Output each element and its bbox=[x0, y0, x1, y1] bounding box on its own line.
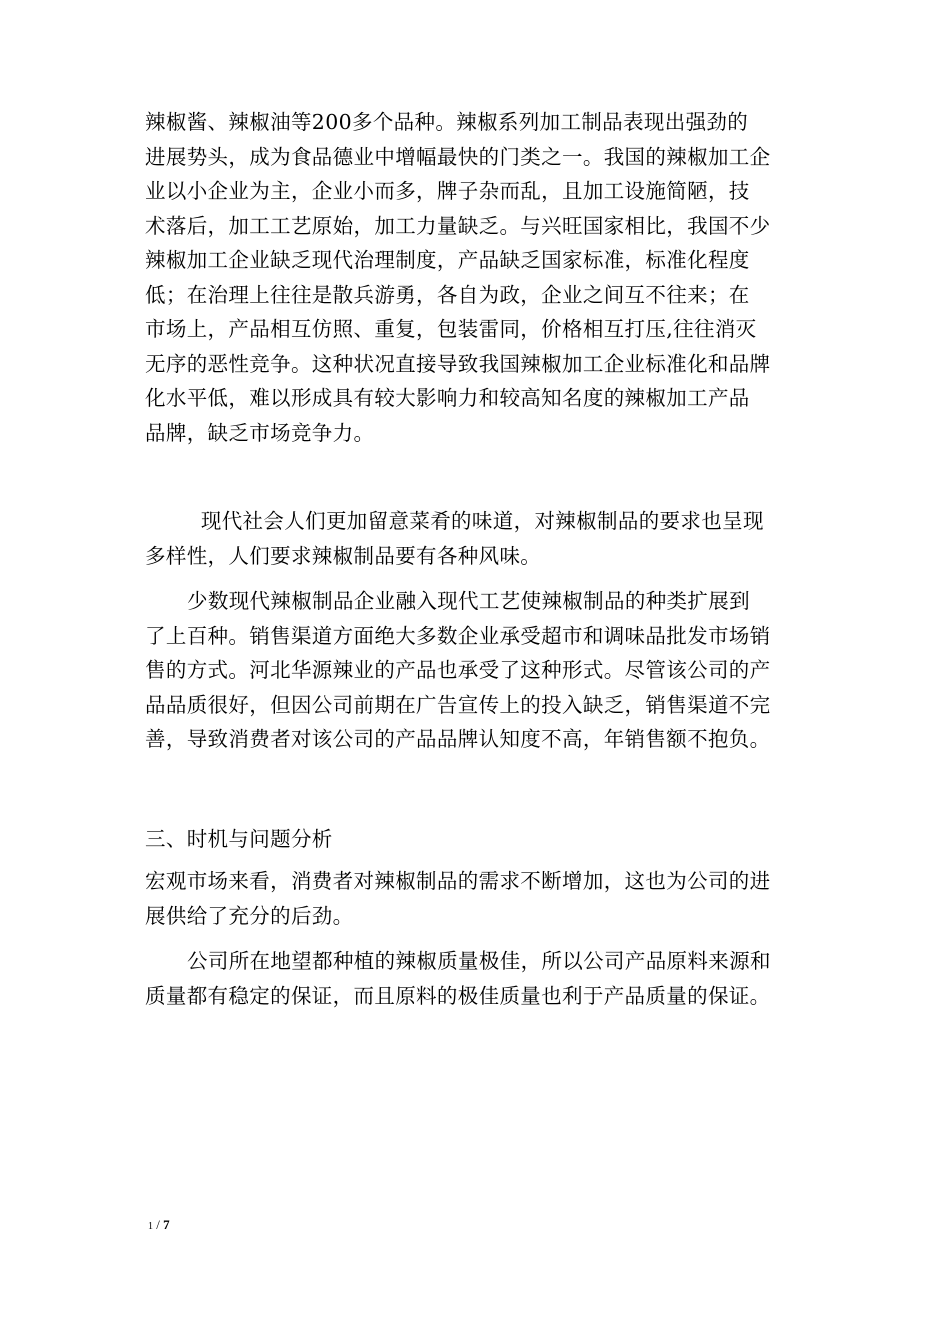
paragraph-2 bbox=[145, 504, 810, 573]
text-line: 无序的恶性竞争。这种状况直接导致我国辣椒加工企业标准化和品牌 bbox=[145, 351, 771, 376]
text-line: 品牌，缺乏市场竞争力。 bbox=[145, 420, 375, 445]
text-line: 宏观市场来看，消费者对辣椒制品的需求不断增加，这也为公司的进 bbox=[145, 869, 771, 893]
section-heading bbox=[145, 822, 810, 857]
paragraph-5 bbox=[145, 944, 810, 1013]
page-separator: / bbox=[153, 1217, 164, 1232]
text-line: 了上百种。销售渠道方面绝大多数企业承受超市和调味品批发市场销 bbox=[145, 623, 771, 648]
text-line: 现代社会人们更加留意菜肴的味道，对辣椒制品的要求也呈现 bbox=[180, 509, 764, 533]
text-line: 市场上，产品相互仿照、重复，包装雷同，价格相互打压,往往消灭 bbox=[145, 317, 757, 341]
page-current: 1 bbox=[148, 1221, 153, 1232]
text-line: 化水平低，难以形成具有较大影响力和较高知名度的辣椒加工产品 bbox=[145, 386, 750, 410]
section-heading-text: 三、时机与问题分析 bbox=[145, 827, 333, 851]
paragraph-4 bbox=[145, 864, 810, 933]
paragraph-3 bbox=[145, 584, 810, 757]
text-line: 术落后，加工工艺原始，加工力量缺乏。与兴旺国家相比，我国不少 bbox=[145, 213, 771, 238]
text-line: 公司所在地望都种植的辣椒质量极佳，所以公司产品原料来源和 bbox=[187, 949, 771, 973]
paragraph-1 bbox=[145, 105, 810, 450]
page-number bbox=[148, 1217, 170, 1235]
text-line: 善，导致消费者对该公司的产品品牌认知度不高，年销售额不抱负。 bbox=[145, 727, 771, 751]
text-line: 辣椒酱、辣椒油等200多个品种。辣椒系列加工制品表现出强劲的 bbox=[145, 110, 749, 134]
text-line: 辣椒加工企业缺乏现代治理制度，产品缺乏国家标准，标准化程度 bbox=[145, 248, 750, 272]
text-line: 业以小企业为主，企业小而多，牌子杂而乱，且加工设施简陋，技 bbox=[145, 179, 750, 203]
text-line: 质量都有稳定的保证，而且原料的极佳质量也利于产品质量的保证。 bbox=[145, 983, 771, 1008]
text-line: 少数现代辣椒制品企业融入现代工艺使辣椒制品的种类扩展到 bbox=[187, 589, 750, 613]
text-line: 展供给了充分的后劲。 bbox=[145, 903, 354, 928]
page-total: 7 bbox=[163, 1217, 170, 1232]
text-line: 多样性，人们要求辣椒制品要有各种风味。 bbox=[145, 543, 542, 568]
text-line: 进展势头，成为食品德业中增幅最快的门类之一。我国的辣椒加工企 bbox=[145, 144, 771, 169]
text-line: 品品质很好，但因公司前期在广告宣传上的投入缺乏，销售渠道不完 bbox=[145, 692, 771, 717]
text-line: 售的方式。河北华源辣业的产品也承受了这种形式。尽管该公司的产 bbox=[145, 658, 771, 682]
text-line: 低；在治理上往往是散兵游勇，各自为政，企业之间互不往来；在 bbox=[145, 282, 750, 307]
